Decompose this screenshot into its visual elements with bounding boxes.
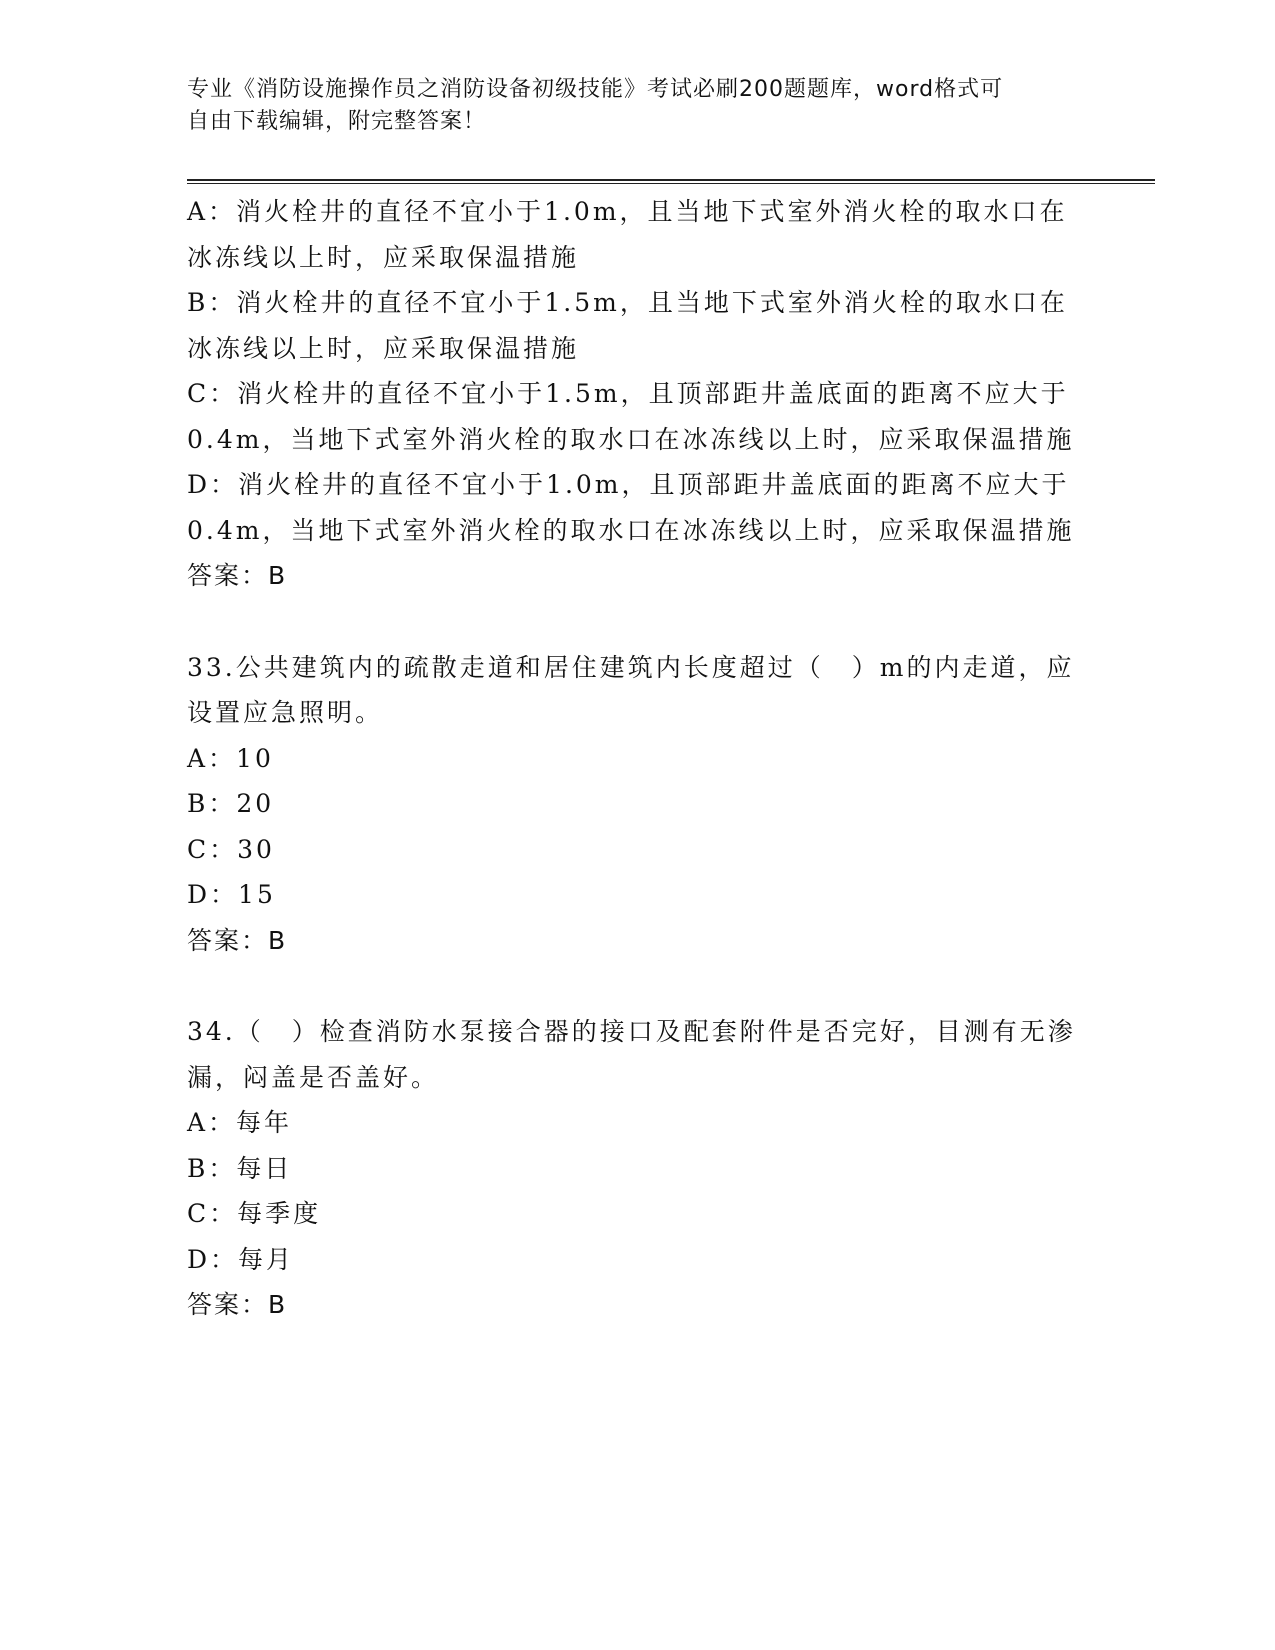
q34-answer: 答案：B (187, 1290, 288, 1319)
q33-option-a: A：10 (187, 743, 274, 773)
question-34 (187, 1009, 1087, 1328)
question-33 (187, 645, 1087, 964)
q34-option-a: A：每年 (187, 1108, 293, 1137)
question-content (187, 189, 1087, 1328)
spacer (187, 963, 1087, 1009)
q32-option-b: B：消火栓井的直径不宜小于1.5m，且当地下式室外消火栓的取水口在冰冻线以上时，应采取保温措施 (187, 288, 1068, 363)
page-header (187, 74, 1087, 138)
q33-option-c: C：30 (187, 834, 275, 864)
q34-stem: 34.（ ）检查消防水泵接合器的接口及配套附件是否完好，目测有无渗漏，闷盖是否盖好。 (187, 1017, 1076, 1092)
spacer (187, 599, 1087, 645)
q33-stem: 33.公共建筑内的疏散走道和居住建筑内长度超过（ ）m的内走道，应设置应急照明。 (187, 652, 1075, 727)
q32-option-a: A：消火栓井的直径不宜小于1.0m，且当地下式室外消火栓的取水口在冰冻线以上时，应采取保温措施 (187, 197, 1068, 272)
header-line-1: 专业《消防设施操作员之消防设备初级技能》考试必刷200题题库，word格式可 (187, 77, 1004, 102)
q34-option-b: B：每日 (187, 1153, 293, 1183)
q32-answer: 答案：B (187, 561, 288, 590)
q33-option-b: B：20 (187, 789, 275, 818)
q33-option-d: D：15 (187, 880, 276, 909)
header-line-2: 自由下载编辑，附完整答案！ (187, 109, 487, 134)
header-divider (187, 179, 1155, 184)
q32-option-c: C：消火栓井的直径不宜小于1.5m，且顶部距井盖底面的距离不应大于0.4m，当地下式室外消火栓的取水口在冰冻线以上时，应采取保温措施 (187, 379, 1075, 454)
q34-option-c: C：每季度 (187, 1199, 322, 1228)
q33-answer: 答案：B (187, 925, 288, 955)
question-32-options (187, 189, 1087, 599)
q34-option-d: D：每月 (187, 1244, 295, 1274)
q32-option-d: D：消火栓井的直径不宜小于1.0m，且顶部距井盖底面的距离不应大于0.4m，当地下式室外消火栓的取水口在冰冻线以上时，应采取保温措施 (187, 470, 1075, 545)
